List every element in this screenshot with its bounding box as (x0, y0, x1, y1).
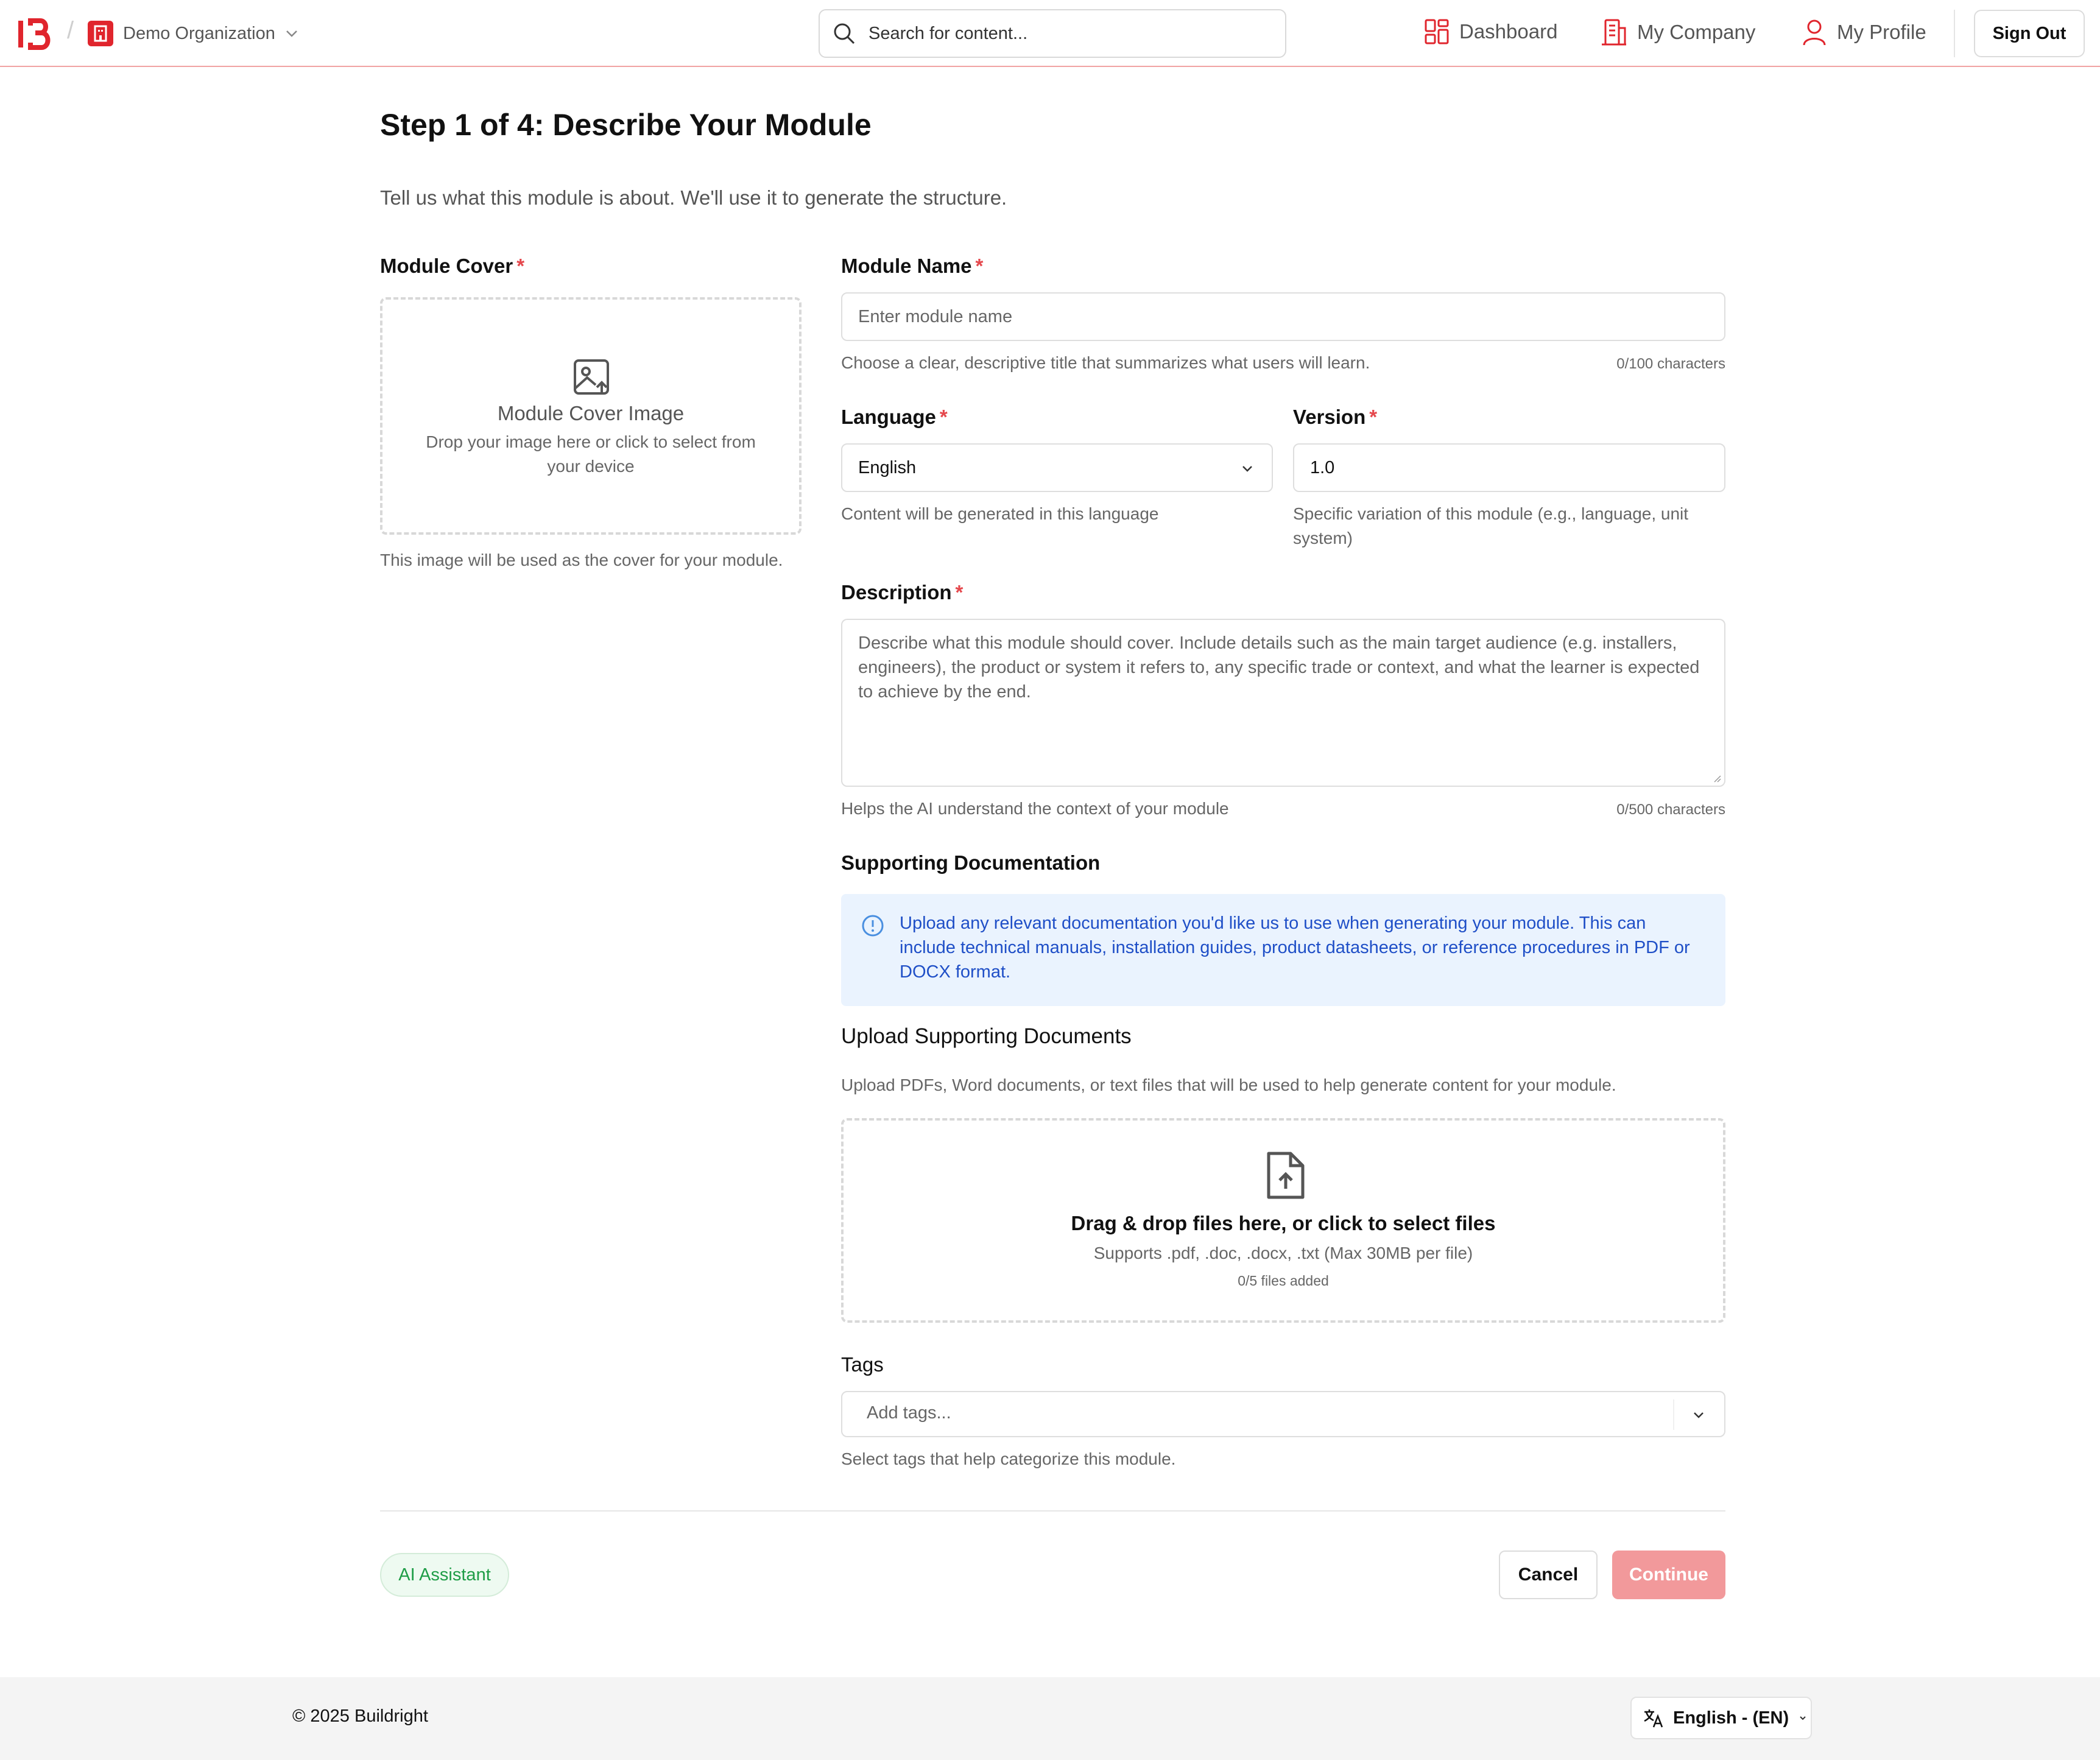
required-asterisk: * (955, 581, 964, 604)
files-supported-types: Supports .pdf, .doc, .docx, .txt (Max 30MB per file) (1093, 1244, 1473, 1262)
ai-assistant-button[interactable]: AI Assistant (380, 1553, 509, 1597)
search-placeholder: Search for content... (869, 23, 1028, 43)
org-switcher[interactable] (88, 21, 298, 46)
footer (0, 1677, 2100, 1760)
cover-image-dropzone[interactable] (380, 297, 802, 535)
search-input[interactable] (819, 9, 1286, 58)
nav-profile-label: My Profile (1837, 21, 1926, 43)
translate-icon (1643, 1708, 1663, 1728)
page-subtitle: Tell us what this module is about. We'll use it to generate the structure. (380, 186, 1007, 209)
description-help: Helps the AI understand the context of your module (841, 799, 1229, 818)
cancel-button[interactable]: Cancel (1499, 1551, 1598, 1599)
version-value: 1.0 (1310, 457, 1335, 477)
dashboard-icon (1424, 18, 1450, 45)
supporting-docs-heading: Supporting Documentation (841, 851, 1101, 874)
language-value: English (858, 457, 917, 477)
chevron-down-icon (1240, 462, 1255, 476)
nav-company-label: My Company (1637, 21, 1756, 43)
version-help: Specific variation of this module (e.g., language, unit system) (1293, 504, 1689, 547)
upload-docs-heading: Upload Supporting Documents (841, 1024, 1132, 1048)
tags-help: Select tags that help categorize this module. (841, 1449, 1176, 1468)
nav-my-company[interactable] (1601, 18, 1755, 46)
info-callout (841, 894, 1725, 1006)
description-counter: 0/500 characters (1616, 801, 1725, 818)
org-building-icon (88, 21, 113, 46)
module-name-placeholder: Enter module name (858, 306, 1013, 326)
file-upload-icon (1264, 1151, 1308, 1200)
company-building-icon (1601, 18, 1627, 46)
nav-dashboard[interactable] (1424, 18, 1557, 45)
required-asterisk: * (939, 406, 948, 428)
chevron-down-icon (285, 29, 298, 38)
info-circle-icon (861, 913, 885, 938)
resize-handle-icon[interactable] (1712, 773, 1722, 783)
cover-dropzone-text: Drop your image here or click to select from your device (426, 432, 756, 476)
required-asterisk: * (975, 255, 984, 277)
required-asterisk: * (516, 255, 525, 277)
tags-divider (1673, 1399, 1674, 1430)
buildright-logo-icon[interactable] (17, 18, 51, 50)
version-input[interactable] (1293, 443, 1725, 492)
user-icon (1802, 18, 1827, 46)
version-label: Version * (1293, 406, 1378, 428)
language-help: Content will be generated in this language (841, 504, 1159, 523)
page-title: Step 1 of 4: Describe Your Module (380, 108, 872, 142)
module-name-input[interactable] (841, 292, 1725, 341)
sign-out-button[interactable]: Sign Out (1974, 10, 2085, 57)
continue-button[interactable]: Continue (1612, 1551, 1725, 1599)
copyright-text: © 2025 Buildright (292, 1706, 428, 1726)
chevron-down-icon (1799, 1715, 1807, 1721)
module-name-counter: 0/100 characters (1616, 356, 1725, 372)
current-language: English - (EN) (1673, 1708, 1789, 1728)
tags-placeholder: Add tags... (867, 1403, 951, 1423)
chevron-down-icon[interactable] (1690, 1407, 1707, 1424)
image-upload-icon (573, 358, 611, 397)
org-name: Demo Organization (123, 23, 275, 43)
cover-help-text: This image will be used as the cover for your module. (380, 551, 783, 569)
files-dropzone-title: Drag & drop files here, or click to select files (1071, 1212, 1496, 1234)
module-name-help: Choose a clear, descriptive title that summarizes what users will learn. (841, 353, 1370, 372)
language-switcher[interactable] (1630, 1697, 1812, 1739)
cover-dropzone-title: Module Cover Image (497, 402, 685, 424)
module-name-label: Module Name * (841, 255, 984, 277)
required-asterisk: * (1369, 406, 1378, 428)
description-textarea[interactable] (841, 619, 1725, 787)
files-dropzone[interactable] (841, 1118, 1725, 1323)
files-added-count: 0/5 files added (1238, 1273, 1329, 1289)
upload-docs-description: Upload PDFs, Word documents, or text files that will be used to help generate content for your module. (841, 1075, 1616, 1094)
description-placeholder: Describe what this module should cover. Include details such as the main target audience (e.g. installers, engineers), the product or system it refers to, any specific trade or context, and what the learner is expected to achieve by the end. (858, 633, 1700, 702)
tags-select[interactable] (841, 1391, 1725, 1437)
info-callout-text: Upload any relevant documentation you'd like us to use when generating your module. This can include technical manuals, installation guides, product datasheets, or reference procedures in PDF or DOCX format. (900, 913, 1690, 982)
language-select[interactable] (841, 443, 1273, 492)
top-header (0, 0, 2100, 67)
form-divider (380, 1510, 1725, 1512)
tags-label: Tags (841, 1353, 884, 1376)
description-label: Description * (841, 581, 964, 604)
search-icon (832, 21, 856, 46)
module-cover-label: Module Cover * (380, 255, 525, 277)
header-divider (1954, 10, 1955, 57)
nav-my-profile[interactable] (1802, 18, 1926, 46)
breadcrumb-separator: / (67, 17, 74, 44)
language-label: Language * (841, 406, 948, 428)
nav-dashboard-label: Dashboard (1459, 20, 1558, 43)
